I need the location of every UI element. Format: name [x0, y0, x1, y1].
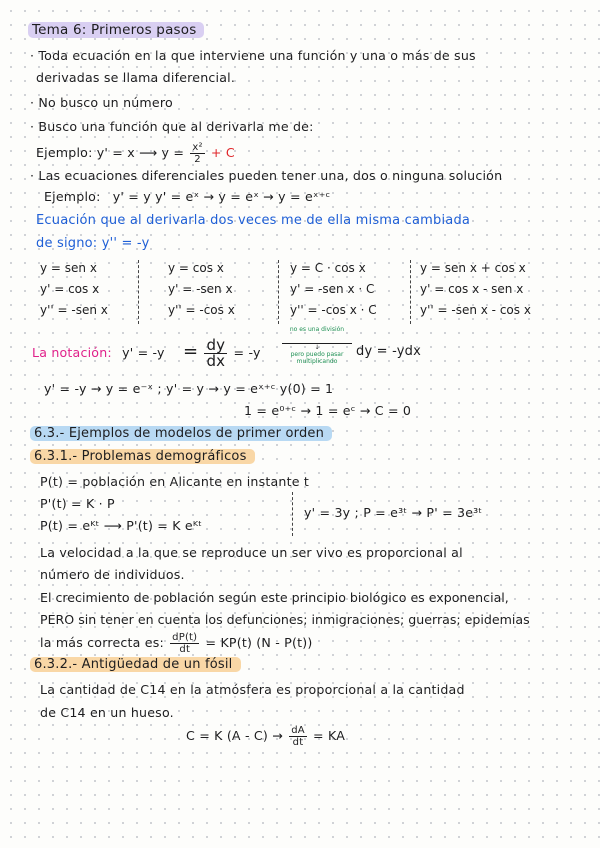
population-line-1: P(t) = población en Alicante en instante t [40, 474, 310, 489]
example-2 [44, 189, 330, 205]
column-4-row-1: y = sen x + cos x [420, 261, 526, 275]
example-1-label: Ejemplo: [36, 145, 93, 160]
correct-model-fraction [170, 632, 199, 655]
notation-equation: y' = -y [122, 345, 165, 360]
population-line-2: P'(t) = K · P [40, 496, 115, 511]
annotation-bottom-1: pero puedo pasar [290, 351, 344, 358]
blue-note-line-2: de signo: y'' = -y [36, 236, 150, 251]
example-1-fraction [190, 142, 204, 165]
correct-model-rhs: = KP(t) (N - P(t)) [205, 635, 313, 650]
blue-note-line-1: Ecuación que al derivarla dos veces me de ella misma cambiada [36, 213, 471, 228]
column-3-row-3: y'' = -cos x · C [290, 303, 377, 317]
correct-model-denominator: dt [179, 644, 191, 655]
subsection-2-text: 6.3.2.- Antigüedad de un fósil [30, 657, 241, 672]
column-divider-1 [138, 260, 139, 324]
section-heading-text: 6.3.- Ejemplos de modelos de primer orden [30, 426, 332, 441]
example-1-denominator: 2 [194, 154, 201, 165]
column-3-row-1: y = C · cos x [290, 261, 366, 275]
population-line-4: La velocidad a la que se reproduce un ser vivo es proporcional al [40, 545, 463, 560]
fossil-denominator: dt [292, 737, 304, 748]
column-2-row-2: y' = -sen x [168, 282, 233, 296]
notation-line [32, 336, 261, 370]
column-1-row-1: y = sen x [40, 261, 97, 275]
column-2-row-3: y'' = -cos x [168, 303, 235, 317]
population-line-6: El crecimiento de población según este principio biológico es exponencial, [40, 590, 509, 605]
population-line-8 [40, 631, 312, 655]
population-side-example: y' = 3y ; P = e³ᵗ → P' = 3e³ᵗ [304, 505, 483, 520]
column-1-row-3: y'' = -sen x [40, 303, 108, 317]
example-1 [36, 141, 235, 165]
annotation-top: no es una división [289, 326, 345, 333]
solutions-line-1: y' = -y → y = e⁻ˣ ; y' = y → y = eˣ⁺ᶜ y(0) = 1 [44, 381, 334, 396]
fossil-equation-rhs: = KA [313, 728, 346, 743]
notation-equals: = [182, 341, 199, 362]
intro-line-5: · Las ecuaciones diferenciales pueden tener una, dos o ninguna solución [30, 168, 503, 183]
section-heading [30, 426, 332, 442]
column-4-row-2: y' = cos x - sen x [420, 282, 524, 296]
notation-fraction [204, 338, 227, 369]
population-line-7: PERO sin tener en cuenta los defunciones; inmigraciones; guerras; epidemias [40, 612, 530, 627]
population-line-5: número de individuos. [40, 567, 185, 582]
fossil-fraction [289, 725, 307, 748]
title-highlight: Tema 6: Primeros pasos [28, 22, 204, 38]
fossil-line-2: de C14 en un hueso. [40, 705, 174, 720]
column-2 [168, 258, 235, 321]
subsection-1-text: 6.3.1.- Problemas demográficos [30, 449, 255, 464]
correct-model-numerator: dP(t) [172, 632, 198, 643]
notation-result: dy = -ydx [356, 344, 422, 359]
column-3-row-2: y' = -sen x · C [290, 282, 375, 296]
column-1 [40, 258, 108, 321]
notation-denominator: dx [206, 352, 226, 370]
subsection-1-heading [30, 449, 255, 465]
population-divider [292, 492, 293, 536]
page-title [28, 22, 204, 38]
fossil-equation-lhs: C = K (A - C) → [186, 728, 283, 743]
notation-rhs: = -y [233, 345, 261, 360]
fossil-numerator: dA [291, 725, 305, 736]
column-1-row-2: y' = cos x [40, 282, 100, 296]
notation-annotation [282, 326, 352, 365]
notation-label: La notación: [32, 345, 112, 360]
solutions-line-2: 1 = e⁰⁺ᶜ → 1 = eᶜ → C = 0 [244, 403, 412, 418]
population-line-3: P(t) = eᴷᵗ ⟶ P'(t) = K eᴷᵗ [40, 518, 203, 533]
fossil-line-1: La cantidad de C14 en la atmósfera es proporcional a la cantidad [40, 682, 465, 697]
notation-numerator: dy [206, 336, 226, 354]
example-1-constant: + C [210, 145, 235, 160]
subsection-2-heading [30, 657, 241, 673]
annotation-mid: ↓ [314, 344, 320, 351]
intro-line-2: derivadas se llama diferencial. [36, 70, 236, 85]
intro-line-4: · Busco una función que al derivarla me de: [30, 119, 314, 134]
intro-line-3: · No busco un número [30, 95, 173, 110]
example-1-numerator: x² [192, 142, 203, 153]
column-3 [290, 258, 377, 321]
fossil-equation [186, 724, 345, 748]
example-2-label: Ejemplo: [44, 189, 101, 204]
example-2-math: y' = y y' = eˣ → y = eˣ → y = eˣ⁺ᶜ [112, 189, 331, 204]
correct-model-label: la más correcta es: [40, 635, 164, 650]
intro-line-1: · Toda ecuación en la que interviene una función y una o más de sus [30, 48, 476, 63]
column-divider-3 [410, 260, 411, 324]
column-divider-2 [278, 260, 279, 324]
column-4-row-3: y'' = -sen x - cos x [420, 303, 531, 317]
column-2-row-1: y = cos x [168, 261, 224, 275]
column-4 [420, 258, 531, 321]
annotation-bottom-2: multiplicando [296, 358, 338, 365]
example-1-math: y' = x ⟶ y = [96, 145, 185, 160]
